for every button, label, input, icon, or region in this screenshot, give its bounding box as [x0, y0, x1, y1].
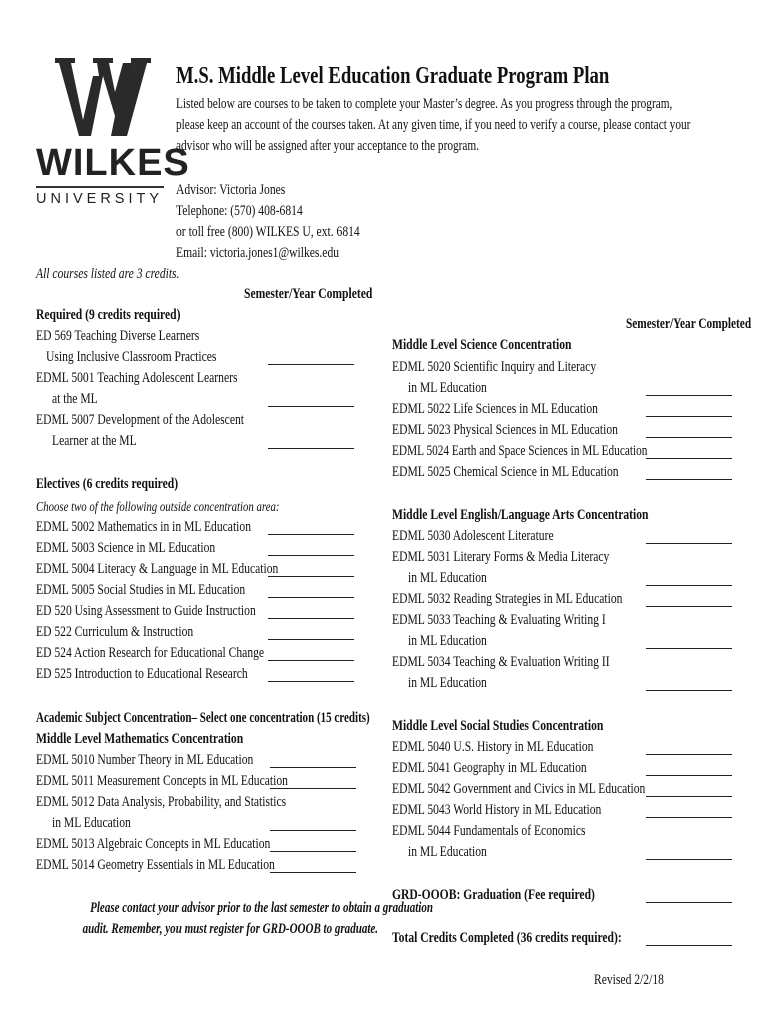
electives-heading-text: Electives (6 credits required) [36, 476, 179, 492]
list-item [36, 622, 356, 643]
course-title: EDML 5010 Number Theory in ML Education [36, 752, 254, 768]
course-title: EDML 5005 Social Studies in ML Education [36, 582, 246, 598]
intro-line: Listed below are courses to be taken to complete your Master’s degree. As you progress through the program, [176, 96, 673, 112]
logo-subtitle: UNIVERSITY [36, 191, 164, 207]
list-item [36, 813, 358, 834]
left-semester-header-text: Semester/Year Completed [244, 286, 373, 302]
course-title-cont: at the ML [52, 391, 98, 407]
advisor-notice-line: audit. Remember, you must register for GRD-OOOB to graduate. [82, 921, 379, 937]
list-item [392, 673, 734, 694]
graduation-label: GRD-OOOB: Graduation (Fee required) [392, 887, 595, 903]
advisor-telephone: Telephone: (570) 408-6814 [176, 203, 303, 219]
course-title: EDML 5004 Literacy & Language in ML Education [36, 561, 279, 577]
course-title: ED 569 Teaching Diverse Learners [36, 328, 200, 344]
advisor-name: Advisor: Victoria Jones [176, 182, 286, 198]
intro-line: advisor who will be assigned after your acceptance to the program. [176, 138, 480, 154]
completion-blank[interactable] [270, 787, 356, 789]
list-item [392, 568, 734, 589]
completion-blank[interactable] [646, 901, 732, 903]
course-title-cont: Using Inclusive Classroom Practices [46, 349, 217, 365]
academic-heading-text: Academic Subject Concentration– Select one concentration (15 credits) [36, 710, 370, 726]
list-item [36, 347, 356, 368]
advisor-notice-line: Please contact your advisor prior to the last semester to obtain a graduation [90, 900, 434, 916]
list-item [392, 758, 734, 779]
course-title: EDML 5003 Science in ML Education [36, 540, 216, 556]
course-title: EDML 5033 Teaching & Evaluating Writing I [392, 612, 606, 628]
completion-blank[interactable] [646, 795, 732, 797]
course-title: EDML 5034 Teaching & Evaluation Writing II [392, 654, 610, 670]
course-title-cont: in ML Education [408, 380, 487, 396]
required-heading-text: Required (9 credits required) [36, 307, 181, 323]
course-title: ED 520 Using Assessment to Guide Instruction [36, 603, 256, 619]
list-item [392, 399, 734, 420]
course-title-cont: in ML Education [408, 633, 487, 649]
completion-blank[interactable] [270, 766, 356, 768]
course-title: EDML 5044 Fundamentals of Economics [392, 823, 586, 839]
science-heading [392, 335, 616, 356]
list-item [36, 855, 358, 876]
list-item [36, 559, 356, 580]
math-heading [36, 729, 295, 750]
electives-heading [36, 474, 214, 495]
list-item [36, 643, 356, 664]
completion-blank[interactable] [268, 533, 354, 535]
completion-blank[interactable] [270, 829, 356, 831]
list-item [36, 431, 356, 452]
course-title-cont: Learner at the ML [52, 433, 137, 449]
electives-note-text: Choose two of the following outside concentration area: [36, 499, 280, 514]
page-title-text: M.S. Middle Level Education Graduate Program Plan [176, 63, 610, 89]
credits-note-text: All courses listed are 3 credits. [36, 266, 180, 282]
english-heading [392, 505, 713, 526]
list-item [392, 420, 734, 441]
course-title: EDML 5014 Geometry Essentials in ML Education [36, 857, 275, 873]
completion-blank[interactable] [646, 858, 732, 860]
course-title-cont: in ML Education [408, 675, 487, 691]
advisor-tollfree: or toll free (800) WILKES U, ext. 6814 [176, 224, 360, 240]
completion-blank[interactable] [270, 850, 356, 852]
list-item [36, 326, 356, 347]
completion-blank[interactable] [646, 605, 732, 607]
intro-paragraph [176, 94, 691, 157]
list-item [36, 517, 356, 538]
course-title: EDML 5040 U.S. History in ML Education [392, 739, 594, 755]
logo-divider [36, 186, 164, 188]
course-title: EDML 5030 Adolescent Literature [392, 528, 554, 544]
list-item [392, 589, 734, 610]
math-list [36, 750, 358, 876]
course-title-cont: in ML Education [408, 570, 487, 586]
required-list [36, 326, 356, 452]
completion-blank[interactable] [268, 363, 354, 365]
list-item [392, 462, 734, 483]
math-heading-text: Middle Level Mathematics Concentration [36, 731, 244, 747]
list-item [392, 800, 734, 821]
list-item [36, 410, 356, 431]
right-semester-header-text: Semester/Year Completed [626, 316, 752, 332]
course-title: EDML 5042 Government and Civics in ML Education [392, 781, 646, 797]
completion-blank[interactable] [646, 436, 732, 438]
list-item [36, 834, 358, 855]
list-item [392, 652, 734, 673]
list-item [392, 547, 734, 568]
course-title: EDML 5032 Reading Strategies in ML Education [392, 591, 623, 607]
english-heading-text: Middle Level English/Language Arts Concentration [392, 507, 649, 523]
completion-blank[interactable] [646, 394, 732, 396]
list-item [392, 441, 734, 462]
advisor-contact [176, 180, 406, 264]
course-title: EDML 5023 Physical Sciences in ML Education [392, 422, 618, 438]
completion-blank[interactable] [646, 753, 732, 755]
wilkes-w-mark [53, 58, 153, 138]
list-item [392, 821, 734, 842]
course-title: EDML 5002 Mathematics in in ML Education [36, 519, 251, 535]
list-item [392, 737, 734, 758]
revision-date-text: Revised 2/2/18 [594, 972, 664, 988]
completion-blank[interactable] [646, 689, 732, 691]
list-item [36, 750, 358, 771]
required-heading [36, 305, 217, 326]
social-heading-text: Middle Level Social Studies Concentration [392, 718, 604, 734]
list-item [36, 389, 356, 410]
course-title: ED 525 Introduction to Educational Research [36, 666, 248, 682]
left-semester-header [244, 284, 404, 305]
list-item [36, 538, 356, 559]
course-title: EDML 5041 Geography in ML Education [392, 760, 587, 776]
advisor-notice [36, 898, 434, 940]
course-title-cont: in ML Education [52, 815, 131, 831]
course-title: EDML 5007 Development of the Adolescent [36, 412, 245, 428]
completion-blank[interactable] [268, 554, 354, 556]
total-credits-label: Total Credits Completed (36 credits required): [392, 930, 622, 946]
wilkes-logo [36, 58, 190, 207]
list-item [392, 779, 734, 800]
list-item [36, 792, 358, 813]
total-credits-blank[interactable] [646, 944, 732, 946]
course-title: EDML 5001 Teaching Adolescent Learners [36, 370, 238, 386]
course-title: EDML 5022 Life Sciences in ML Education [392, 401, 598, 417]
course-title: ED 522 Curriculum & Instruction [36, 624, 194, 640]
list-item [392, 357, 734, 378]
course-title: EDML 5013 Algebraic Concepts in ML Education [36, 836, 271, 852]
advisor-email[interactable]: Email: victoria.jones1@wilkes.edu [176, 245, 340, 261]
list-item [36, 368, 356, 389]
intro-line: please keep an account of the courses taken. At any given time, if you need to verify a course, please contact your [176, 117, 691, 133]
course-title: EDML 5043 World History in ML Education [392, 802, 602, 818]
course-title: EDML 5025 Chemical Science in ML Education [392, 464, 619, 480]
completion-blank[interactable] [646, 478, 732, 480]
science-heading-text: Middle Level Science Concentration [392, 337, 572, 353]
completion-blank[interactable] [268, 617, 354, 619]
list-item [392, 842, 734, 863]
completion-blank[interactable] [268, 596, 354, 598]
list-item [392, 610, 734, 631]
graduation-row [392, 885, 734, 906]
course-title: EDML 5011 Measurement Concepts in ML Education [36, 773, 288, 789]
completion-blank[interactable] [646, 542, 732, 544]
list-item [36, 664, 356, 685]
list-item [36, 580, 356, 601]
total-credits-row [392, 928, 734, 949]
course-title-cont: in ML Education [408, 844, 487, 860]
completion-blank[interactable] [646, 457, 732, 459]
page-title [176, 63, 732, 90]
english-list [392, 526, 734, 694]
completion-blank[interactable] [646, 774, 732, 776]
logo-wordmark: WILKES [36, 142, 190, 184]
list-item [392, 526, 734, 547]
course-title: ED 524 Action Research for Educational Change [36, 645, 265, 661]
course-title: EDML 5024 Earth and Space Sciences in ML Education [392, 443, 648, 459]
completion-blank[interactable] [268, 638, 354, 640]
completion-blank[interactable] [270, 871, 356, 873]
right-semester-header [626, 314, 770, 335]
completion-blank[interactable] [646, 816, 732, 818]
completion-blank[interactable] [268, 659, 354, 661]
social-heading [392, 716, 656, 737]
completion-blank[interactable] [268, 405, 354, 407]
list-item [392, 378, 734, 399]
list-item [36, 771, 358, 792]
list-item [36, 601, 356, 622]
social-list [392, 737, 734, 863]
completion-blank[interactable] [646, 584, 732, 586]
revision-date [594, 970, 681, 991]
completion-blank[interactable] [646, 647, 732, 649]
electives-note [36, 496, 340, 517]
completion-blank[interactable] [268, 575, 354, 577]
electives-list [36, 517, 356, 685]
science-list [392, 357, 734, 483]
course-title: EDML 5031 Literary Forms & Media Literacy [392, 549, 610, 565]
course-title: EDML 5020 Scientific Inquiry and Literacy [392, 359, 597, 375]
completion-blank[interactable] [268, 680, 354, 682]
credits-note [36, 264, 215, 285]
course-title: EDML 5012 Data Analysis, Probability, and Statistics [36, 794, 287, 810]
completion-blank[interactable] [268, 447, 354, 449]
completion-blank[interactable] [646, 415, 732, 417]
list-item [392, 631, 734, 652]
